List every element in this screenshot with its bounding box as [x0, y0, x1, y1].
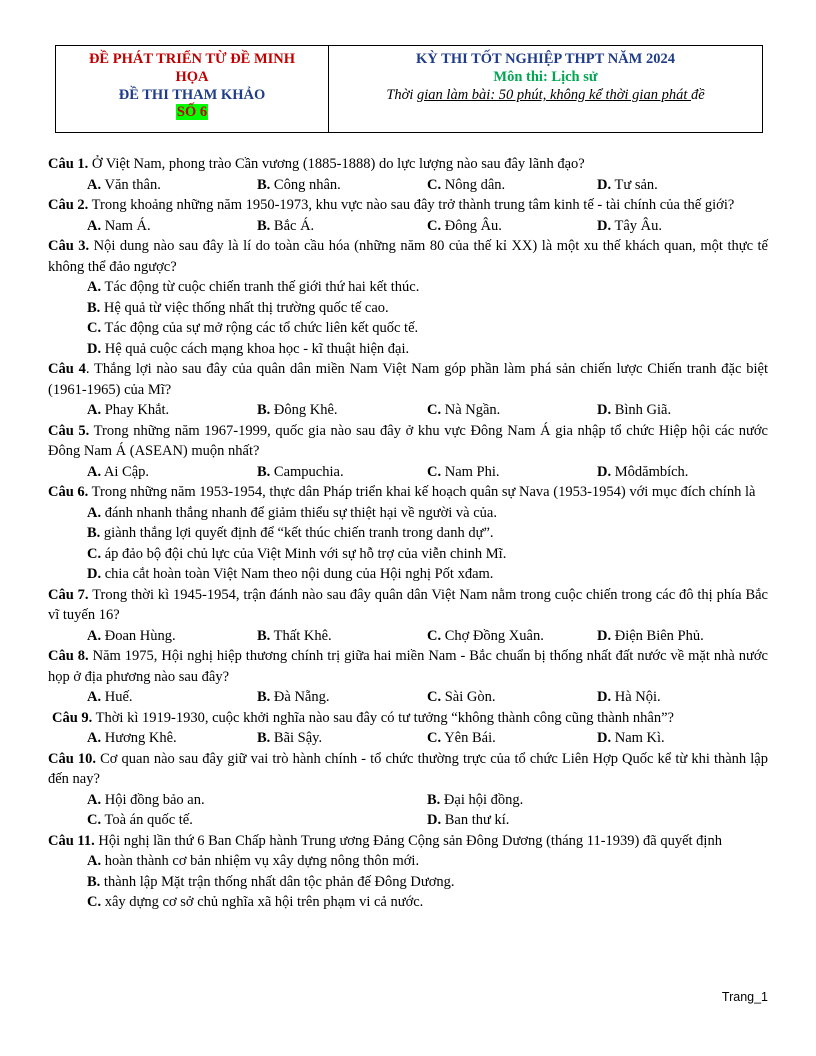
answer-option: [87, 400, 257, 421]
option-letter: A.: [87, 279, 102, 295]
option-letter: B.: [257, 217, 271, 234]
option-letter: C.: [427, 730, 442, 746]
option-text: Nam Phi.: [441, 463, 500, 480]
option-text: Đoan Hùng.: [101, 627, 176, 644]
option-letter: D.: [427, 812, 442, 828]
question-stem: [48, 154, 768, 175]
answer-option: [257, 626, 427, 647]
answer-option: [48, 503, 768, 524]
option-letter: C.: [427, 463, 442, 480]
option-text: Phay Khắt.: [101, 402, 170, 418]
question-stem: [48, 482, 768, 503]
question-number: Câu 5.: [48, 422, 90, 439]
question-stem: [48, 831, 768, 852]
answer-option: [48, 339, 768, 360]
option-text: Đông Khê.: [270, 402, 338, 418]
option-letter: D.: [597, 627, 612, 644]
answer-option: [257, 400, 427, 421]
question-text: Trong những năm 1953-1954, thực dân Pháp triển khai kế hoạch quân sự Nava (1953-1954) với mục đích chính là: [88, 484, 756, 500]
question-text: Trong những năm 1967-1999, quốc gia nào sau đây ở khu vực Đông Nam Á gia nhập tổ chức Hiệp hội các nước Đông Nam Á (ASEAN) muộn nhất?: [48, 422, 768, 459]
option-letter: D.: [597, 217, 612, 234]
option-text: Công nhân.: [270, 176, 341, 193]
option-letter: D.: [597, 176, 612, 193]
answer-option: [597, 400, 767, 421]
answer-option: [257, 462, 427, 483]
option-text: Ai Cập.: [101, 463, 150, 480]
option-letter: A.: [87, 853, 102, 869]
option-letter: A.: [87, 402, 102, 418]
answer-option: [597, 687, 767, 708]
options-row: [48, 810, 768, 831]
time-prefix: Thời: [386, 87, 418, 103]
exam-header-table: [55, 45, 763, 133]
option-letter: B.: [87, 525, 101, 541]
header-exam-title: KỲ THI TỐT NGHIỆP THPT NĂM 2024: [416, 51, 675, 67]
header-exam-type: ĐỀ THI THAM KHẢO: [118, 87, 266, 103]
options-row: [48, 400, 768, 421]
answer-option: [48, 544, 768, 565]
options-row: [48, 175, 768, 196]
option-letter: A.: [87, 730, 102, 746]
option-letter: C.: [87, 320, 102, 336]
option-letter: C.: [87, 894, 102, 910]
answer-option: [597, 626, 767, 647]
options-row: [48, 790, 768, 811]
option-text: Điện Biên Phủ.: [611, 627, 704, 644]
answer-option: [427, 687, 597, 708]
question-number: Câu 8.: [48, 648, 89, 664]
option-letter: C.: [427, 627, 442, 644]
option-letter: C.: [427, 689, 442, 705]
answer-option: [597, 728, 767, 749]
question-text: Ở Việt Nam, phong trào Cần vương (1885-1888) do lực lượng nào sau đây lãnh đạo?: [88, 156, 585, 172]
question-stem: [48, 646, 768, 687]
question-stem: [48, 749, 768, 790]
question-text: Thời kì 1919-1930, cuộc khởi nghĩa nào sau đây có tư tưởng “không thành công cũng thành nhân”?: [92, 709, 674, 726]
option-text: hoàn thành cơ bản nhiệm vụ xây dựng nông thôn mới.: [101, 853, 420, 869]
option-letter: D.: [597, 730, 612, 746]
answer-option: [87, 462, 257, 483]
answer-option: [87, 216, 257, 237]
option-letter: A.: [87, 504, 102, 521]
option-text: Tây Âu.: [611, 217, 662, 234]
answer-option: [427, 626, 597, 647]
option-letter: B.: [257, 463, 271, 480]
option-letter: B.: [427, 791, 441, 808]
answer-option: [427, 400, 597, 421]
header-exam-number: SỐ 6: [176, 104, 208, 120]
answer-option: [48, 523, 768, 544]
question-number: Câu 7.: [48, 586, 89, 603]
option-letter: B.: [257, 689, 271, 705]
answer-option: [87, 790, 427, 811]
header-source-line1: ĐỀ PHÁT TRIỂN TỪ ĐỀ MINH: [88, 51, 296, 67]
option-text: áp đảo bộ đội chủ lực của Việt Minh với sự hỗ trợ của viễn chinh Mĩ.: [101, 545, 507, 562]
option-text: Đông Âu.: [441, 217, 502, 234]
option-letter: A.: [87, 217, 102, 234]
option-text: Văn thân.: [101, 176, 161, 193]
question-stem: [48, 195, 768, 216]
options-row: [48, 626, 768, 647]
question-stem: [48, 708, 768, 729]
option-text: đánh nhanh thắng nhanh để giảm thiểu sự thiệt hại về người và của.: [101, 504, 497, 521]
question-number: Câu 1.: [48, 156, 89, 172]
answer-option: [427, 216, 597, 237]
option-text: Tác động của sự mở rộng các tổ chức liên kết quốc tế.: [101, 320, 419, 336]
option-text: Bãi Sậy.: [270, 730, 323, 746]
question-number: Câu 4: [48, 361, 86, 377]
option-text: Campuchia.: [270, 463, 344, 480]
header-right-cell: [329, 46, 762, 132]
option-text: Đà Nẵng.: [270, 689, 330, 705]
question-text: Hội nghị lần thứ 6 Ban Chấp hành Trung ương Đảng Cộng sản Đông Dương (tháng 11-1939) đã quyết định: [94, 832, 722, 849]
header-subject: Môn thi: Lịch sử: [493, 69, 598, 85]
question-number: Câu 10.: [48, 750, 97, 767]
answer-option: [427, 728, 597, 749]
option-letter: D.: [87, 566, 102, 582]
header-left-cell: [56, 46, 329, 132]
question-text: Trong thời kì 1945-1954, trận đánh nào sau đây quân dân Việt Nam nằm trong cuộc chiến trong các đô thị phía Bắc vĩ tuyến 16?: [48, 586, 768, 623]
question-list: [48, 154, 768, 913]
answer-option: [87, 626, 257, 647]
option-text: Nam Á.: [101, 217, 151, 234]
question-number: Câu 3.: [48, 238, 90, 254]
option-text: Hương Khê.: [101, 730, 177, 746]
answer-option: [257, 728, 427, 749]
option-text: xây dựng cơ sở chủ nghĩa xã hội trên phạm vi cả nước.: [101, 894, 424, 910]
answer-option: [48, 277, 768, 298]
option-text: Tư sản.: [611, 176, 658, 193]
option-letter: B.: [257, 176, 271, 193]
question-stem: [48, 359, 768, 400]
question-text: Trong khoảng những năm 1950-1973, khu vực nào sau đây trở thành trung tâm kinh tế - tài chính của thế giới?: [88, 197, 735, 213]
option-letter: B.: [87, 873, 101, 890]
answer-option: [427, 462, 597, 483]
question-number: Câu 2.: [48, 197, 89, 213]
options-row: [48, 462, 768, 483]
option-text: Huế.: [101, 689, 133, 705]
page-number: Trang_1: [721, 990, 768, 1004]
answer-option: [48, 892, 768, 913]
header-time-note: [329, 86, 762, 104]
option-text: Bình Giã.: [611, 402, 672, 418]
answer-option: [87, 687, 257, 708]
option-letter: A.: [87, 176, 102, 193]
question-text: Nội dung nào sau đây là lí do toàn cầu hóa (những năm 80 của thế kỉ XX) là một xu thế khách quan, một thực tế không thể đảo ngược?: [48, 238, 768, 275]
option-text: Toà án quốc tế.: [101, 812, 193, 828]
answer-option: [48, 298, 768, 319]
option-text: Hệ quả cuộc cách mạng khoa học - kĩ thuật hiện đại.: [101, 340, 410, 357]
option-text: Nà Ngần.: [441, 402, 501, 418]
option-text: Hà Nội.: [611, 689, 661, 705]
option-letter: C.: [427, 402, 442, 418]
header-source-line2: HỌA: [175, 69, 209, 85]
answer-option: [48, 872, 768, 893]
answer-option: [427, 175, 597, 196]
answer-option: [597, 175, 767, 196]
option-text: Môdămbích.: [611, 463, 689, 480]
answer-option: [597, 462, 767, 483]
question-number: Câu 11.: [48, 832, 95, 849]
question-stem: [48, 585, 768, 626]
options-row: [48, 216, 768, 237]
answer-option: [257, 687, 427, 708]
question-number: Câu 9.: [52, 709, 93, 726]
answer-option: [87, 728, 257, 749]
answer-option: [427, 790, 767, 811]
answer-option: [257, 216, 427, 237]
option-letter: C.: [427, 176, 442, 193]
option-letter: D.: [597, 402, 612, 418]
option-letter: C.: [427, 217, 442, 234]
option-text: Nam Kì.: [611, 730, 665, 746]
option-text: Ban thư kí.: [441, 812, 510, 828]
option-letter: D.: [87, 340, 102, 357]
question-stem: [48, 421, 768, 462]
question-text: . Thắng lợi nào sau đây của quân dân miền Nam Việt Nam góp phần làm phá sản chiến lược Chiến tranh đặc biệt (1961-1965) của Mĩ?: [48, 361, 768, 398]
answer-option: [87, 810, 427, 831]
question-text: Cơ quan nào sau đây giữ vai trò hành chính - tổ chức thường trực của tổ chức Liên Hợp Quốc kể từ khi thành lập đến nay?: [48, 750, 768, 787]
question-text: Năm 1975, Hội nghị hiệp thương chính trị giữa hai miền Nam - Bắc chuẩn bị thống nhất đất nước về mặt nhà nước họp ở địa phương nào sau đây?: [48, 648, 768, 685]
answer-option: [427, 810, 767, 831]
option-letter: A.: [87, 463, 102, 480]
answer-option: [48, 851, 768, 872]
option-text: chia cắt hoàn toàn Việt Nam theo nội dung của Hội nghị Pốt xđam.: [101, 566, 494, 582]
option-text: Đại hội đồng.: [440, 791, 524, 808]
options-row: [48, 728, 768, 749]
answer-option: [257, 175, 427, 196]
question-number: Câu 6.: [48, 484, 89, 500]
option-letter: C.: [87, 545, 102, 562]
time-suffix: đề: [690, 87, 705, 103]
option-text: Thất Khê.: [270, 627, 332, 644]
option-text: Nông dân.: [441, 176, 506, 193]
option-letter: B.: [87, 299, 101, 316]
option-text: Chợ Đồng Xuân.: [441, 627, 544, 644]
option-text: Bắc Á.: [270, 217, 315, 234]
answer-option: [87, 175, 257, 196]
answer-option: [48, 318, 768, 339]
question-stem: [48, 236, 768, 277]
option-text: thành lập Mặt trận thống nhất dân tộc phản đế Đông Dương.: [100, 873, 455, 890]
option-letter: D.: [597, 463, 612, 480]
option-letter: C.: [87, 812, 102, 828]
option-letter: A.: [87, 791, 102, 808]
option-letter: D.: [597, 689, 612, 705]
option-letter: A.: [87, 689, 102, 705]
option-text: Hội đồng bảo an.: [101, 791, 205, 808]
option-text: Tác động từ cuộc chiến tranh thế giới thứ hai kết thúc.: [101, 279, 420, 295]
options-row: [48, 687, 768, 708]
option-text: Yên Bái.: [441, 730, 496, 746]
time-underlined: gian làm bài: 50 phút, không kể thời gian phát: [417, 87, 691, 103]
answer-option: [597, 216, 767, 237]
option-letter: A.: [87, 627, 102, 644]
option-text: giành thắng lợi quyết định để “kết thúc chiến tranh trong danh dự”.: [100, 525, 494, 541]
option-letter: B.: [257, 402, 271, 418]
option-letter: B.: [257, 627, 271, 644]
option-text: Sài Gòn.: [441, 689, 496, 705]
answer-option: [48, 564, 768, 585]
option-letter: B.: [257, 730, 271, 746]
option-text: Hệ quả từ việc thống nhất thị trường quốc tế cao.: [100, 299, 389, 316]
